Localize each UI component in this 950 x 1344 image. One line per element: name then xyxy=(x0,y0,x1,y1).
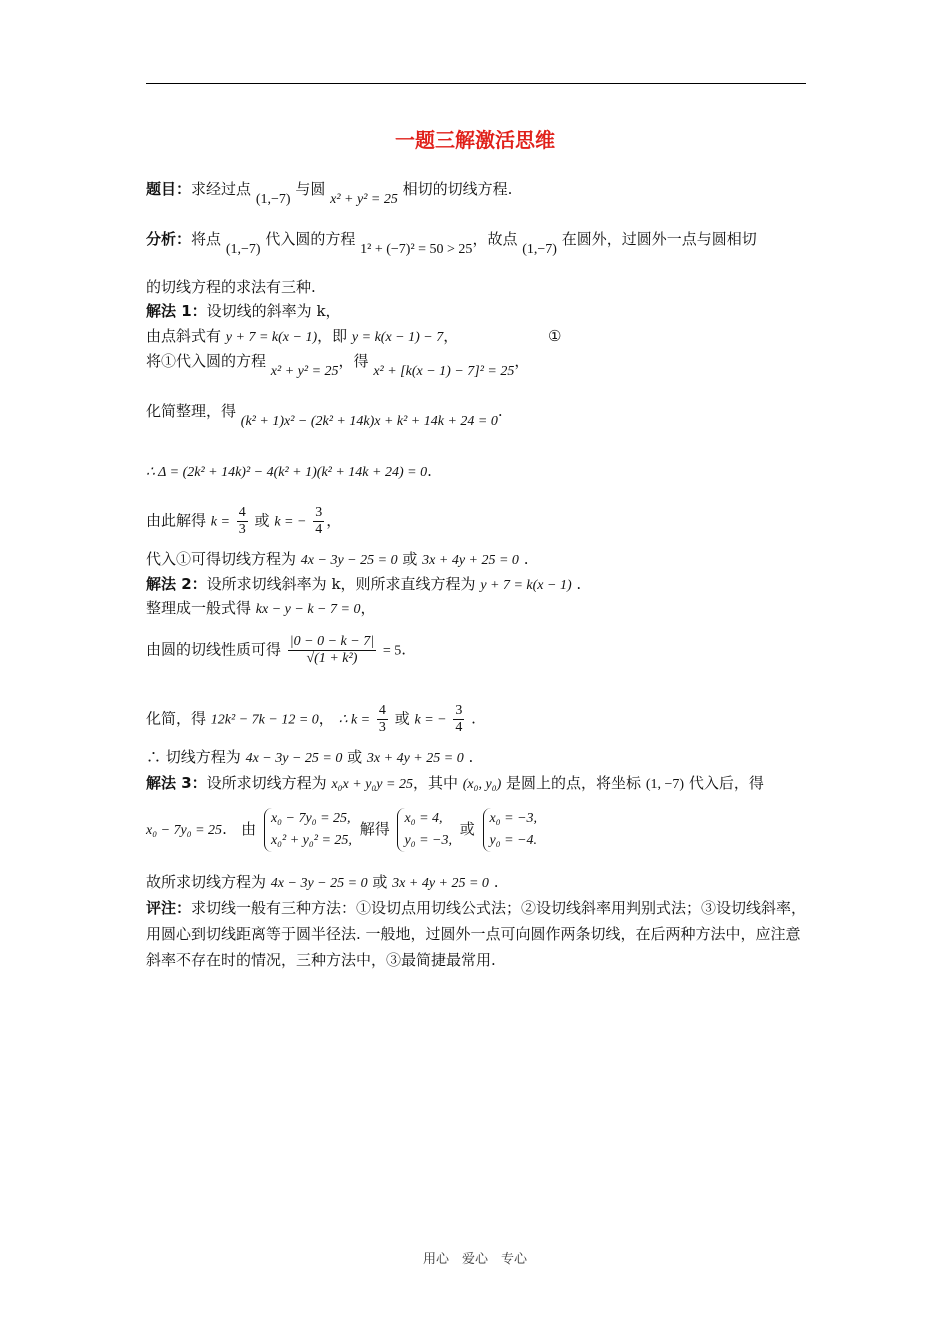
sol2-line-2: 整理成一般式得 kx − y − k − 7 = 0， xyxy=(146,599,376,617)
comment-text: 求切线一般有三种方法：①设切点用切线公式法；②设切线斜率用判别式法；③设切线斜率，用圆心到切线距离等于圆半径法. 一般地，过圆外一点可向圆作两条切线，在后两种方法中，应注意斜率不存在时的情况，三种方法中，③最简捷最常用. xyxy=(146,899,807,969)
sol2-label: 解法 2： xyxy=(146,575,207,593)
sol1-label: 解法 1： xyxy=(146,302,207,320)
problem-point: (1,−7) xyxy=(255,192,291,207)
sol2-line-5: ∴ 切线方程为 4x − 3y − 25 = 0 或 3x + 4y + 25 = 0 . xyxy=(146,748,474,766)
sol1-line-4: 化简整理，得 (k² + 1)x² − (2k² + 14k)x + k² + 14k + 24 = 0. xyxy=(146,402,503,429)
problem-label: 题目： xyxy=(146,180,192,198)
comment-paragraph xyxy=(146,895,810,973)
equation-marker: ① xyxy=(548,327,562,345)
sol1-line-7: 代入①可得切线方程为 4x − 3y − 25 = 0 或 3x + 4y + 25 = 0 . xyxy=(146,550,529,568)
sol1-line-2: 由点斜式有 y + 7 = k(x − 1)，即 y = k(x − 1) − 7， xyxy=(146,327,459,345)
sol1-line-6: 由此解得 k = $\frac{4}{3}$ 或 k = − $\frac{3}{4}$ ， xyxy=(146,505,342,537)
problem-line: 题目：求经过点 (1,−7) 与圆 x² + y² = 25 相切的切线方程. xyxy=(146,180,513,207)
sol3-label: 解法 3： xyxy=(146,774,207,792)
sol1-line-1: 解法 1：设切线的斜率为 k， xyxy=(146,302,341,320)
page-footer: 用心 爱心 专心 xyxy=(422,1252,527,1267)
problem-circle: x² + y² = 25 xyxy=(330,192,398,207)
solution-system-1: x₀ = 4, y₀ = −3, xyxy=(397,808,451,852)
solution-system-2: x₀ = −3, y₀ = −4. xyxy=(483,808,537,852)
sol3-line-3: 故所求切线方程为 4x − 3y − 25 = 0 或 3x + 4y + 25 = 0 . xyxy=(146,873,499,891)
page-title: 一题三解激活思维 xyxy=(395,128,555,152)
sol1-line-5: ∴ Δ = (2k² + 14k)² − 4(k² + 1)(k² + 14k + 24) = 0. xyxy=(146,462,432,480)
sol2-line-3: 由圆的切线性质可得 $\frac{|0 - 0 - k - 7|}{\text{√(1 + k²)}}$ = 5. xyxy=(146,634,407,666)
sol2-line-1: 解法 2：设所求切线斜率为 k，则所求直线方程为 y + 7 = k(x − 1) . xyxy=(146,575,582,593)
analysis-line-2: 的切线方程的求法有三种. xyxy=(146,278,316,296)
fraction-four-thirds: $\frac{4}{3}$ xyxy=(238,505,246,537)
equation-system: x₀ − 7y₀ = 25, x₀² + y₀² = 25, xyxy=(264,808,352,852)
header-rule xyxy=(146,83,806,84)
sol1-line-3: 将①代入圆的方程 x² + y² = 25，得 x² + [k(x − 1) − 7]² = 25， xyxy=(146,352,530,379)
comment-label: 评注： xyxy=(146,899,192,917)
analysis-equation: 1² + (−7)² = 50 > 25 xyxy=(360,242,473,257)
sol2-line-4: 化简，得 12k² − 7k − 12 = 0， ∴ k = $\frac{4}{3}$ 或 k = − $\frac{3}{4}$ . xyxy=(146,703,476,735)
analysis-label: 分析： xyxy=(146,230,192,248)
analysis-line-1: 分析：将点 (1,−7) 代入圆的方程 1² + (−7)² = 50 > 25，故点 (1,−7) 在圆外，过圆外一点与圆相切 xyxy=(146,230,757,257)
distance-fraction: $\frac{|0 - 0 - k - 7|}{\text{√(1 + k²)}}$ xyxy=(289,634,375,666)
sol3-line-1: 解法 3：设所求切线方程为 x₀x + y₀y = 25，其中 (x₀, y₀) 是圆上的点，将坐标 (1, −7) 代入后，得 xyxy=(146,774,764,792)
fraction-three-fourths: $\frac{3}{4}$ xyxy=(315,505,323,537)
sol3-line-2: x₀ − 7y₀ = 25. 由 x₀ − 7y₀ = 25, x₀² + y₀² = 25, 解得 x₀ = 4, y₀ = −3, 或 x₀ = −3, y₀ = −4. xyxy=(146,808,540,852)
